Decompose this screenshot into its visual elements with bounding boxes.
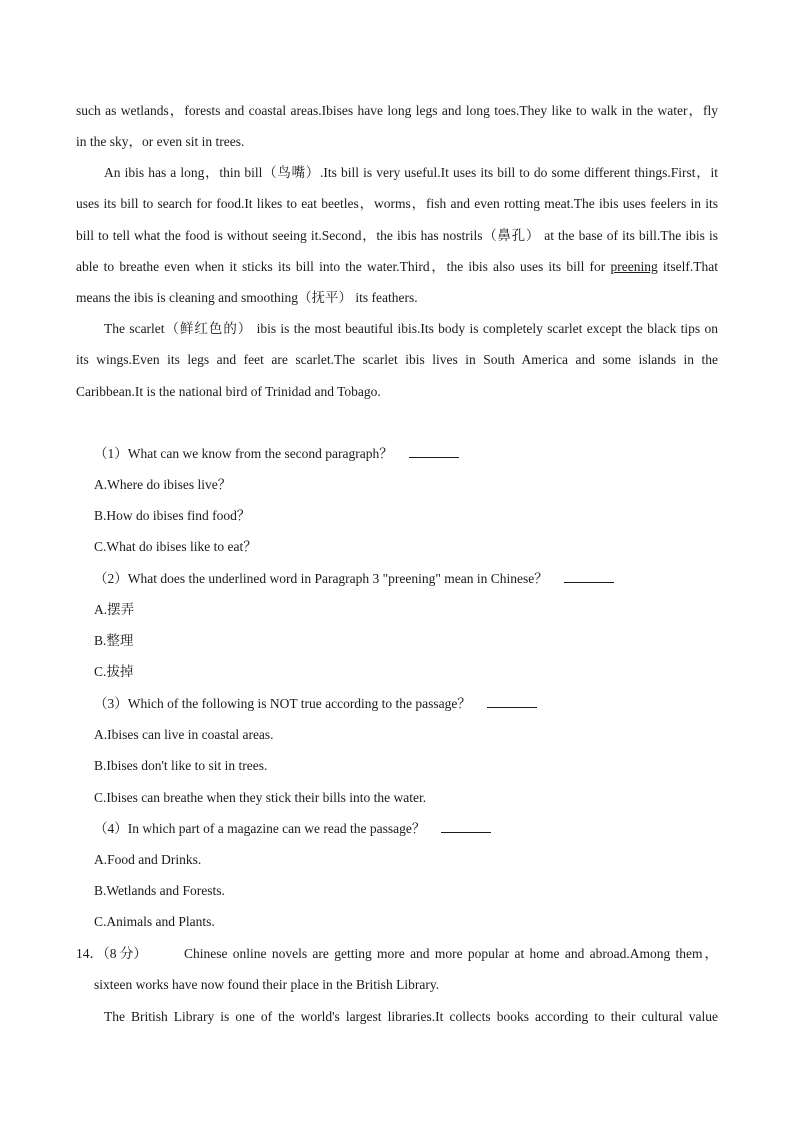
question-stem: （4）In which part of a magazine can we read the passage？	[94, 820, 718, 838]
passage-line: means the ibis is cleaning and smoothing（抚平） its feathers.	[76, 290, 418, 305]
question-option: C.Ibises can breathe when they stick their bills into the water.	[94, 790, 427, 805]
passage-line: bill to tell what the food is without seeing it.Second，the ibis has nostrils（鼻孔） at the base of its bill.The ibis is	[76, 228, 718, 243]
passage-line: its wings.Even its legs and feet are scarlet.The scarlet ibis lives in South America and some islands in the	[76, 352, 718, 367]
question-stem: （3）Which of the following is NOT true according to the passage？	[94, 695, 718, 713]
question-option: A.Where do ibises live？	[94, 477, 232, 492]
question-option: A.Ibises can live in coastal areas.	[94, 727, 274, 742]
answer-blank[interactable]	[564, 570, 614, 583]
question-option: B.整理	[94, 633, 134, 648]
passage-line: The scarlet（鲜红色的） ibis is the most beautiful ibis.Its body is completely scarlet except the black tips on	[104, 321, 718, 336]
passage-line: Caribbean.It is the national bird of Trinidad and Tobago.	[76, 384, 381, 399]
underlined-word: preening	[610, 259, 658, 274]
question-option: A.摆弄	[94, 602, 135, 617]
answer-blank[interactable]	[441, 820, 491, 833]
passage-line: sixteen works have now found their place in the British Library.	[94, 977, 440, 992]
passage-line: The British Library is one of the world's largest libraries.It collects books according to their cultural value	[104, 1009, 718, 1024]
passage-line: in the sky，or even sit in trees.	[76, 134, 245, 149]
question-stem: （1）What can we know from the second paragraph？	[94, 445, 718, 463]
question-option: C.拔掉	[94, 664, 134, 679]
answer-blank[interactable]	[487, 695, 537, 708]
passage-line: such as wetlands，forests and coastal areas.Ibises have long legs and long toes.They like to walk in the water，fly	[76, 103, 718, 118]
answer-blank[interactable]	[409, 445, 459, 458]
passage-line: able to breathe even when it sticks its bill into the water.Third，the ibis also uses its bill for preening itself.That	[76, 259, 718, 274]
question-option: B.Wetlands and Forests.	[94, 883, 225, 898]
question-option: A.Food and Drinks.	[94, 852, 202, 867]
question-stem: （2）What does the underlined word in Paragraph 3 "preening" mean in Chinese？	[94, 570, 718, 588]
question-option: B.Ibises don't like to sit in trees.	[94, 758, 268, 773]
question-option: C.Animals and Plants.	[94, 914, 215, 929]
passage-line: An ibis has a long，thin bill（鸟嘴）.Its bill is very useful.It uses its bill to do some different things.First，it	[104, 165, 718, 180]
question-option: B.How do ibises find food？	[94, 508, 251, 523]
question-option: C.What do ibises like to eat？	[94, 539, 257, 554]
question-number: 14．（8 分）	[76, 946, 147, 961]
passage-line: Chinese online novels are getting more and more popular at home and abroad.Among them，	[184, 946, 718, 961]
passage-line: uses its bill to search for food.It likes to eat beetles，worms，fish and even rotting meat.The ibis uses feelers in its	[76, 196, 718, 211]
